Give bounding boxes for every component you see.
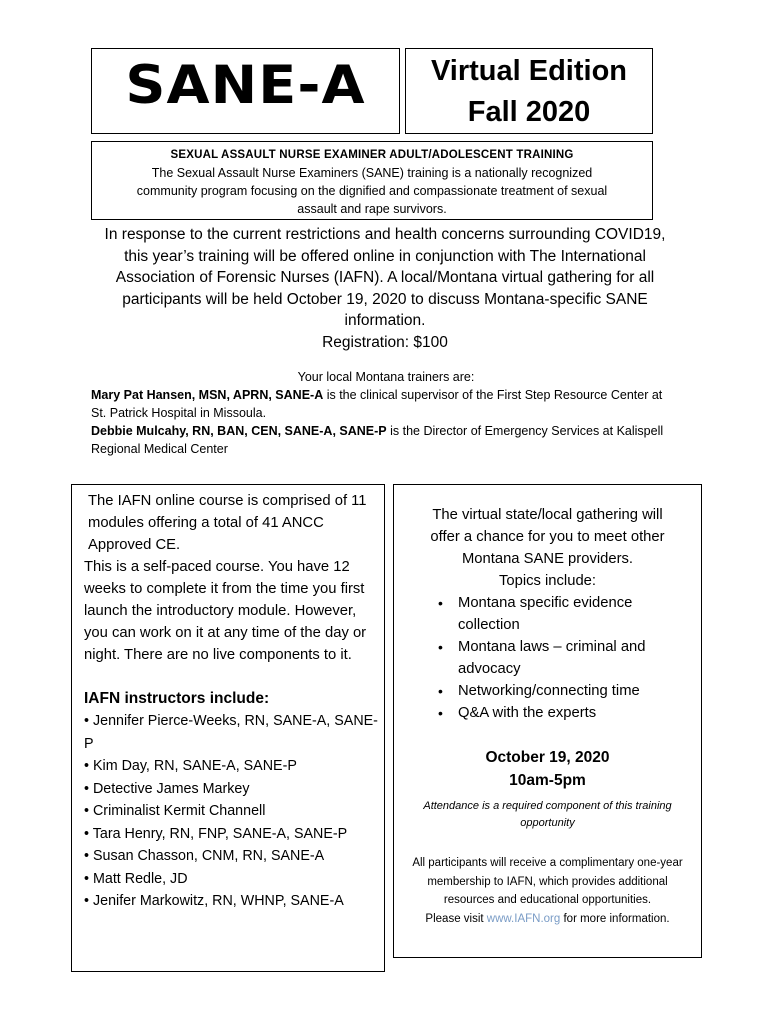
instructor-item: • Jenifer Markowitz, RN, WHNP, SANE-A [84, 893, 344, 909]
trainer-role: is the clinical supervisor of the First Step Resource Center at St. Patrick Hospital in Missoula. [91, 388, 663, 420]
course-info-box [71, 484, 385, 972]
instructor-item: • Tara Henry, RN, FNP, SANE-A, SANE-P [84, 825, 348, 842]
attendance-note: Attendance is a required component of this training opportunity [423, 800, 672, 829]
bullet-icon: • [438, 705, 443, 721]
visit-note: Please visit www.IAFN.org for more information. [425, 912, 670, 925]
bullet-icon: • [438, 639, 443, 655]
instructor-item: • Susan Chasson, CNM, RN, SANE-A [84, 848, 325, 864]
intro-section [95, 224, 675, 353]
edition-box [405, 48, 653, 134]
instructor-item: • Criminalist Kermit Channell [84, 803, 266, 819]
gathering-info-box [393, 484, 702, 958]
trainer-entry [91, 386, 681, 422]
trainer-name: Mary Pat Hansen, MSN, APRN, SANE-A [91, 388, 324, 402]
title-box [91, 48, 400, 134]
event-date: October 19, 2020 [485, 749, 610, 766]
season-label: Fall 2020 [467, 96, 591, 128]
event-time: 10am-5pm [509, 772, 586, 789]
list-item: • Montana specific evidence collection [402, 592, 693, 636]
trainer-name: Debbie Mulcahy, RN, BAN, CEN, SANE-A, SANE-P [91, 424, 387, 438]
list-item: • Q&A with the experts [402, 702, 693, 724]
list-item: • Networking/connecting time [402, 680, 693, 702]
instructor-item: • Detective James Markey [84, 780, 250, 797]
iafn-link[interactable]: www.IAFN.org [486, 912, 561, 925]
topics-heading: Topics include: [498, 573, 597, 589]
description-heading: SEXUAL ASSAULT NURSE EXAMINER ADULT/ADOLESCENT TRAINING [170, 149, 574, 161]
instructor-item: • Matt Redle, JD [84, 870, 188, 887]
trainer-entry [91, 422, 681, 458]
trainers-heading: Your local Montana trainers are: [297, 370, 475, 384]
instructor-item: • Jennifer Pierce-Weeks, RN, SANE-A, SANE-P [84, 713, 378, 752]
membership-note: All participants will receive a complimentary one-year membership to IAFN, which provides additional resources and educational opportunities. [412, 857, 683, 906]
course-description: The IAFN online course is comprised of 11 modules offering a total of 41 ANCC Approved CE. [88, 493, 367, 553]
edition-label: Virtual Edition [430, 55, 628, 87]
page-title: SANE-A [125, 55, 366, 116]
description-box [91, 141, 653, 220]
description-text: The Sexual Assault Nurse Examiners (SANE) training is a nationally recognized community program focusing on the dignified and compassionate treatment of sexual assault and rape survivors. [136, 166, 608, 216]
bullet-icon: • [438, 683, 443, 699]
trainer-role: is the Director of Emergency Services at Kalispell Regional Medical Center [91, 424, 664, 456]
topics-list [402, 592, 693, 724]
instructors-heading: IAFN instructors include: [84, 690, 270, 707]
trainers-section [91, 368, 681, 458]
gathering-intro: The virtual state/local gathering will offer a chance for you to meet other Montana SANE providers. [430, 507, 665, 567]
list-item: • Montana laws – criminal and advocacy [402, 636, 693, 680]
course-pacing: This is a self-paced course. You have 12 weeks to complete it from the time you first launch the introductory module. However, you can work on it at any time of the day or night. There are no live components to it. [84, 559, 367, 663]
instructor-item: • Kim Day, RN, SANE-A, SANE-P [84, 758, 297, 774]
bullet-icon: • [438, 595, 443, 611]
registration-fee: Registration: $100 [322, 333, 448, 351]
intro-text: In response to the current restrictions and health concerns surrounding COVID19, this year’s training will be offered online in conjunction with The International Association of Forensic Nurses (IAFN). A local/Montana virtual gathering for all participants will be held October 19, 2020 to discuss Montana-specific SANE information. [104, 226, 666, 329]
